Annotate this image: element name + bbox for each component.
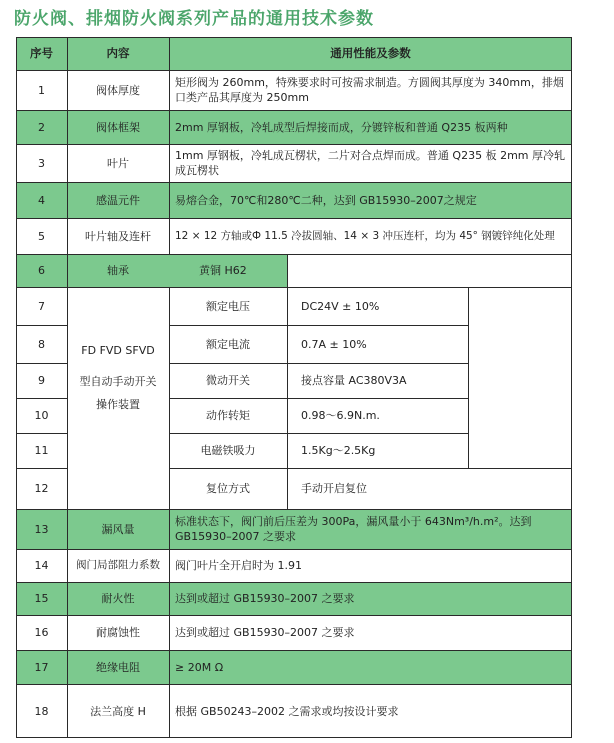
actuator-line-3: 操作装置 <box>96 398 140 411</box>
row-name: 阀体框架 <box>96 120 140 134</box>
row-val: 0.98～6.9N.m. <box>301 409 380 422</box>
row-name: 叶片轴及连杆 <box>85 229 151 243</box>
row-sub: 微动开关 <box>206 374 250 387</box>
row-name: 叶片 <box>107 156 129 170</box>
page-title: 防火阀、排烟防火阀系列产品的通用技术参数 <box>14 9 374 29</box>
row-desc: 达到或超过 GB15930–2007 之要求 <box>175 626 355 639</box>
row-val: 0.7A ± 10% <box>301 337 367 351</box>
row-no: 12 <box>34 482 49 495</box>
row-sub: 额定电流 <box>206 337 250 351</box>
row-name: 阀体厚度 <box>96 83 140 97</box>
row-no: 10 <box>34 409 49 422</box>
row-no: 16 <box>34 626 49 639</box>
row-sub: 复位方式 <box>206 482 250 495</box>
actuator-line-1: FD FVD SFVD <box>81 344 155 357</box>
actuator-merged-cell <box>67 287 169 468</box>
row-desc: 2mm 厚钢板，冷轧成型后焊接而成，分镀锌板和普通 Q235 板两种 <box>175 120 508 134</box>
row-no: 3 <box>38 156 45 170</box>
row-desc: 1mm 厚钢板，冷轧成瓦楞状，二片对合点焊而成。普通 Q235 板 2mm 厚冷轧成瓦楞状 <box>175 149 565 177</box>
row-desc: 标准状态下，阀门前后压差为 300Pa，漏风量小于 643Nm³/h.m²。达到 GB15930–2007 之要求 <box>175 515 532 543</box>
row-name: 耐腐蚀性 <box>96 626 140 639</box>
row-no: 5 <box>38 229 45 243</box>
row-no: 17 <box>34 660 49 674</box>
row-no: 15 <box>34 592 49 605</box>
row-name: 耐火性 <box>101 592 135 605</box>
row-desc: 达到或超过 GB15930–2007 之要求 <box>175 592 355 605</box>
row-name: 轴承 <box>107 264 129 277</box>
row-val: 1.5Kg～2.5Kg <box>301 444 376 457</box>
row-name: 漏风量 <box>101 522 135 536</box>
row-desc: 根据 GB50243–2002 之需求或均按设计要求 <box>175 704 399 718</box>
row-name: 绝缘电阻 <box>96 660 140 674</box>
row-no: 18 <box>34 704 49 718</box>
row-no: 6 <box>38 264 45 277</box>
row-no: 13 <box>34 522 49 536</box>
row-no: 4 <box>38 193 45 207</box>
header-no: 序号 <box>30 46 53 60</box>
header-content: 内容 <box>106 46 130 60</box>
row-name: 感温元件 <box>96 193 140 207</box>
row-val: DC24V ± 10% <box>301 299 380 313</box>
row-sub: 额定电压 <box>206 299 250 313</box>
row-no: 14 <box>34 559 49 572</box>
spec-table <box>16 37 572 738</box>
row-desc: 阀门叶片全开启时为 1.91 <box>175 559 302 572</box>
row-val: 手动开启复位 <box>301 482 367 495</box>
row-val: 接点容量 AC380V3A <box>301 374 407 387</box>
row-no: 2 <box>38 120 45 134</box>
row-no: 7 <box>38 299 45 313</box>
row-desc: 矩形阀为 260mm，特殊要求时可按需求制造。方圆阀其厚度为 340mm，排烟口类产品其厚度为 250mm <box>175 76 564 104</box>
row-no: 11 <box>34 444 49 457</box>
row-desc: 黄铜 H62 <box>199 264 247 277</box>
row-name: 法兰高度 H <box>90 704 146 718</box>
row-no: 9 <box>38 374 45 387</box>
actuator-line-2: 型自动手动开关 <box>79 375 157 388</box>
row-desc: ≥ 20M Ω <box>175 660 224 674</box>
header-spec: 通用性能及参数 <box>330 46 411 60</box>
row-sub: 动作转矩 <box>206 409 250 422</box>
row-no: 1 <box>38 83 45 97</box>
row-no: 8 <box>38 337 45 351</box>
row-desc: 12 × 12 方轴或Ф 11.5 冷拔圆轴、14 × 3 冲压连杆，均为 45° 钢镀锌纯化处理 <box>175 229 555 242</box>
row-sub: 电磁铁吸力 <box>200 444 256 457</box>
row-name: 阀门局部阻力系数 <box>76 559 160 571</box>
row-desc: 易熔合金，70℃和280℃二种，达到 GB15930–2007之规定 <box>175 193 477 207</box>
